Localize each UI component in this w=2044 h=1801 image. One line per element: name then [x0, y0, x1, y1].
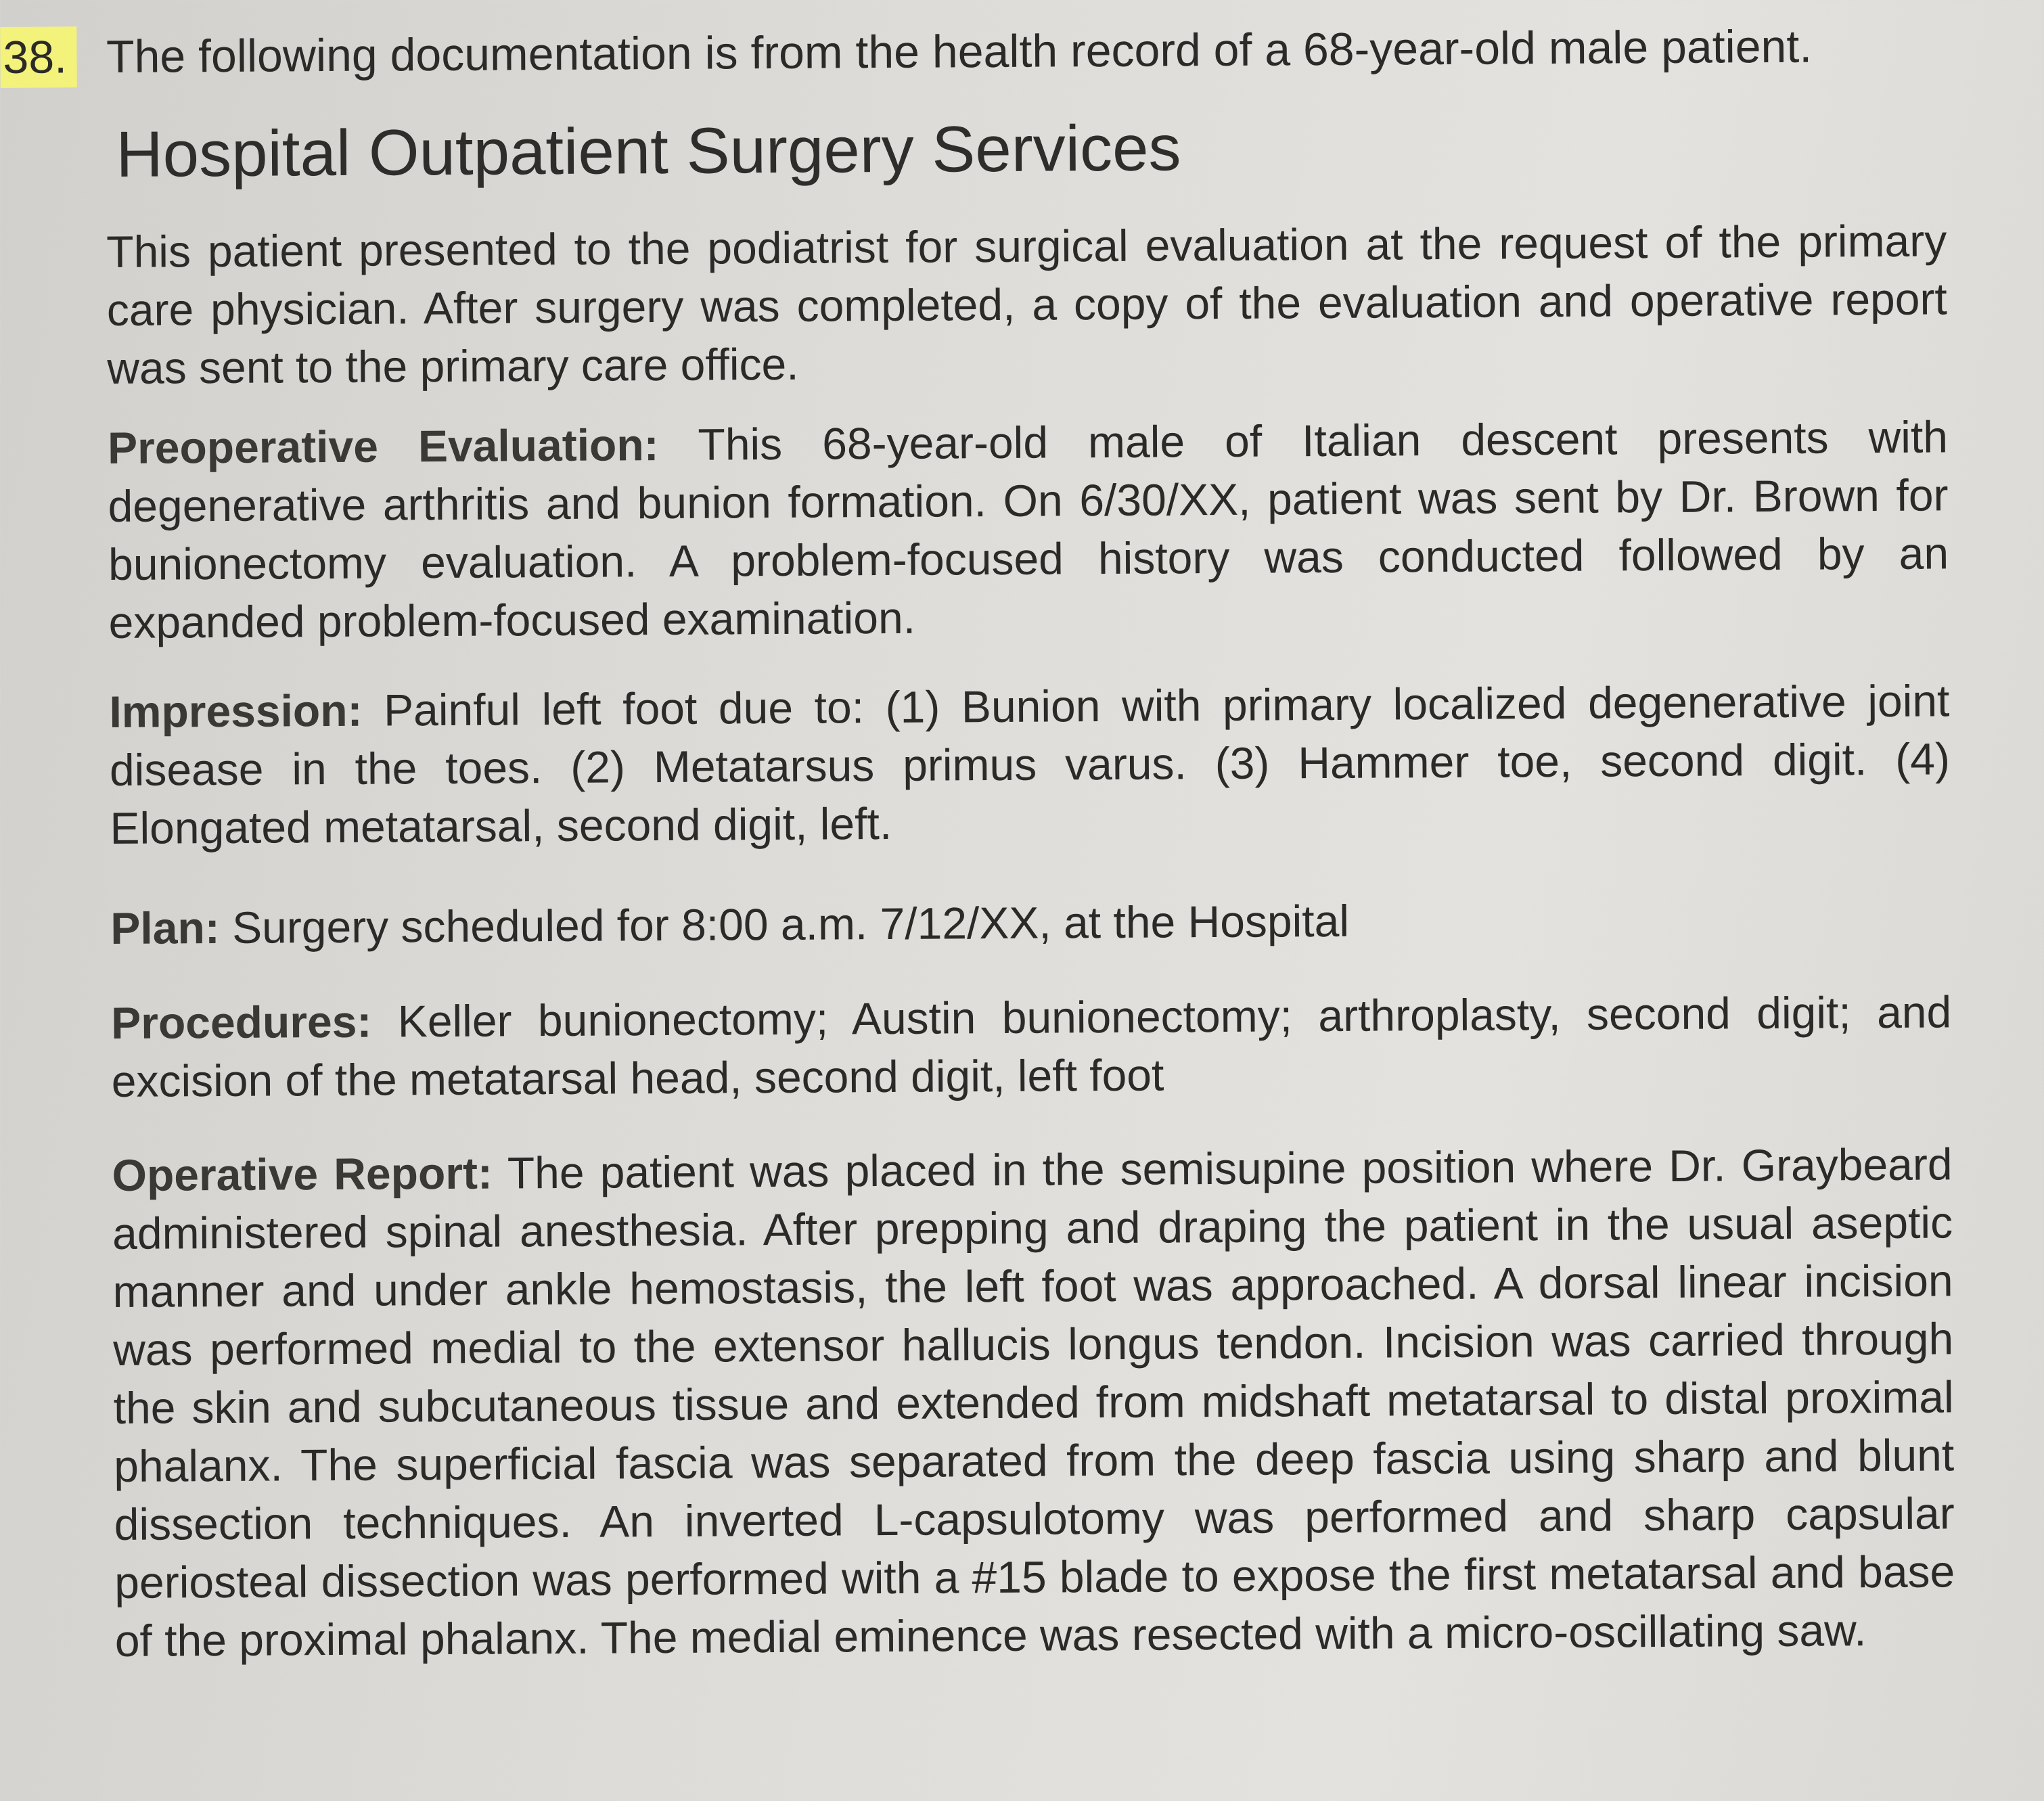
procedures-paragraph: [111, 982, 1952, 1110]
question-line: [0, 15, 1949, 88]
impression-text: Painful left foot due to: (1) Bunion with primary localized degenerative joint disease in the toes. (2) Metatarsus primus varus. (3) Hammer toe, second digit. (4) Elongated metatarsal, second digit, left.: [109, 675, 1951, 854]
procedures-label: Procedures:: [111, 996, 372, 1049]
plan-label: Plan:: [110, 903, 220, 954]
plan-text: Surgery scheduled for 8:00 a.m. 7/12/XX, at the Hospital: [231, 895, 1350, 953]
plan-paragraph: [110, 888, 1951, 957]
impression-paragraph: [109, 671, 1951, 857]
operative-text: The patient was placed in the semisupine position where Dr. Graybeard administered spinal anesthesia. After prepping and draping the patient in the usual aseptic manner and under ankle hemostasis, the left foot was approached. A dorsal linear incision was performed medial to the extensor hallucis longus tendon. Incision was carried through the skin and subcutaneous tissue and extended from midshaft metatarsal to distal proximal phalanx. The superficial fascia was separated from the deep fascia using sharp and blunt dissection techniques. An inverted L-capsulotomy was performed and sharp capsular periosteal dissection was performed with a #15 blade to expose the first metatarsal and base of the proximal phalanx. The medial eminence was resected with a micro-oscillating saw.: [112, 1139, 1955, 1666]
intro-paragraph: This patient presented to the podiatrist for surgical evaluation at the request of the primary care physician. After surgery was completed, a copy of the evaluation and operative report was sent to the primary care office.: [106, 215, 1947, 394]
section-title: Hospital Outpatient Surgery Services: [116, 112, 1181, 191]
question-text: The following documentation is from the health record of a 68-year-old male patient.: [106, 20, 1813, 83]
preoperative-evaluation-paragraph: [108, 407, 1949, 652]
procedures-text: Keller bunionectomy; Austin bunionectomy; arthroplasty, second digit; and excision of the metatarsal head, second digit, left foot: [111, 986, 1952, 1107]
operative-report-paragraph: [112, 1135, 1955, 1670]
operative-label: Operative Report:: [112, 1147, 493, 1201]
impression-label: Impression:: [109, 685, 363, 737]
preoperative-text: This 68-year-old male of Italian descent presents with degenerative arthritis and bunion formation. On 6/30/XX, patient was sent by Dr. Brown for bunionectomy evaluation. A problem-focused history was conducted followed by an expanded problem-focused examination.: [108, 411, 1949, 648]
preoperative-label: Preoperative Evaluation:: [107, 419, 659, 474]
question-number: 38.: [0, 26, 76, 88]
